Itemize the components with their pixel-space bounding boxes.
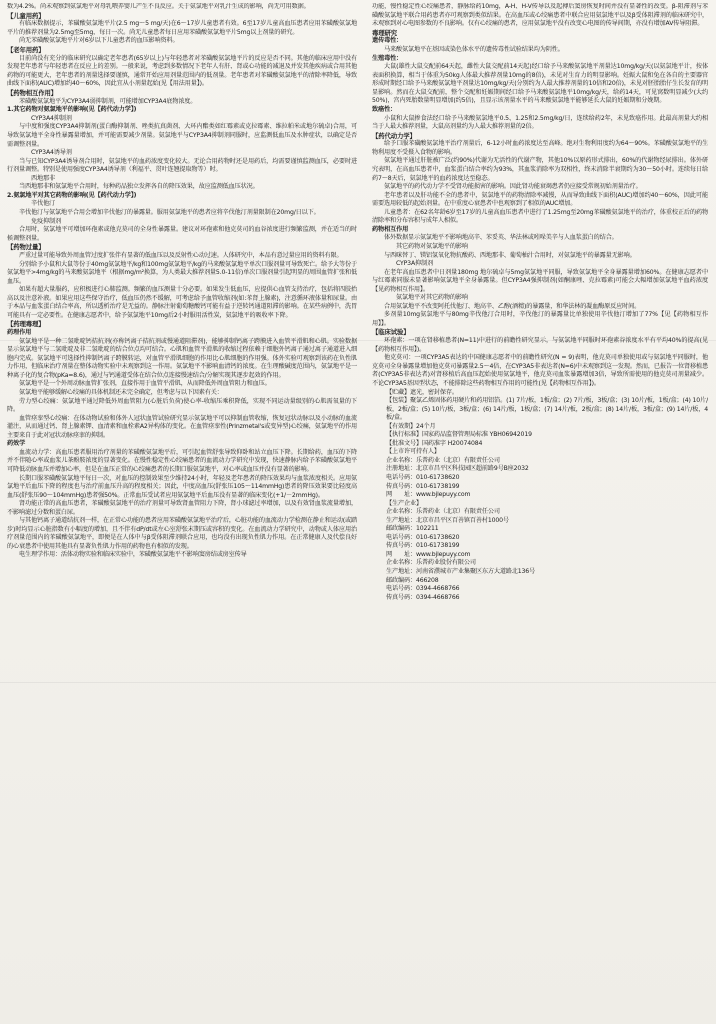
- subsection-heading: 药理作用: [7, 329, 32, 337]
- paragraph: 辛伐他汀与氨氯地平合用会增加辛伐他汀的暴露量。服用氨氯地平的患者应将辛伐他汀剂量限制在20mg/日以下。: [19, 208, 320, 216]
- paragraph: 氨氯地平能够缓解心绞痛的具体机制还未完全确定，但考虑与以下因素有关：: [19, 389, 223, 396]
- paragraph: 苯磺酸氨氯地平为CYP3A4弱抑制剂，可能增加CYP3A4底物浓度。: [19, 97, 197, 105]
- info-line: 【批准文号】国药准字 H20074084: [386, 439, 483, 447]
- sub-label: 西地那非: [31, 174, 55, 182]
- paragraph: 老年患者以及肝功能不全的患者中，氨氯地平的药物清除率减慢，从而导致曲线下面积(AUC)增加约40～60%，因此可能需要选用较低的起始剂量。在中重度心衰患者中也观察到了相似的AUC增加。: [372, 191, 708, 208]
- section-heading: 【儿童用药】: [7, 11, 45, 20]
- paragraph: 肾功能正常的高血压患者，苯磺酸氨氯地平的治疗剂量可导致肾血管阻力下降，肾小球滤过率增加，以及有效肾血浆流量增加，不影响滤过分数和蛋白尿。: [7, 500, 357, 516]
- paragraph: 长期口服苯磺酸氨氯地平每日一次，对血压的控制效果至少维持24小时，年轻及老年患者的降压效果均与血浆浓度相关。应用氨氯地平后血压下降的程度也与治疗前血压升高的程度相关；因此，中度高血压(舒张压105～114mmHg)患者的降压效果要比轻度高血压(舒张压90～104mmHg)患者强50%。正常血压受试者应用氨氯地平后血压没有显著的临床变化(+1/－2mmHg)。: [7, 474, 357, 499]
- paragraph: 尚无苯磺酸氨氯地平片对6岁以下儿童患者的血压影响资料。: [19, 37, 179, 45]
- subsection-heading: 遗传毒性：: [372, 37, 403, 45]
- paragraph: 与其他钙离子通道结抗剂一样，在正常心功能的患者应用苯磺酸氨氯地平治疗后，心脏功能的血流动力学检测在静止和运动(或踏步)时均显示心脏指数有小幅度的增加，且不伴有dP/dt或左心室舒张末期压或容积的变化。在血流动力学研究中，动物或人体应用治疗剂量范围内的苯磺酸氨氯地平，即便是在人体中与β受体阻滞剂联合应用，也均没有出现负性肌力作用。在正常健康人及代偿良好的心衰患者中使用其他具有显著负性肌力作用的药物也有相似的发现。: [7, 517, 357, 550]
- info-line: 【上市许可持有人】: [386, 448, 440, 456]
- subsection-heading: 致癌性：: [372, 105, 397, 113]
- paragraph: 劳力型心绞痛：氨氯地平通过降低外周血管阻力(心脏后负荷)使心率-收缩压乘积降低，实现不同运动量级别的心肌需氧量的下降。: [7, 397, 357, 414]
- paragraph: 环孢素：一项在肾移植患者(N=11)中进行的前瞻性研究显示，与氨氯地平同服时环孢素谷浓度水平有平均40%的提高(见【药物相互作用】)。: [372, 337, 708, 353]
- info-line: 注册地址：北京市昌平区科技园区超前路9号B座2032: [386, 465, 529, 473]
- info-line: 传真号码：010-61738199: [386, 542, 460, 550]
- section-heading: 【临床试验】: [372, 328, 410, 337]
- paragraph: 他克莫司：一项CYP3A5表达的中国健康志愿者中的前瞻性研究(N = 9)表明，他克莫司单独使用或与氨氯地平同服时，他克莫司全身暴露量增加他克莫司暴露量2.5～4倍，在CYP3A5非表达者(N=6)中未观察到这一发现。然而，已报告一位肾移植患者(CYP3A5非表达者)对肾移植后高血压起始使用氨氯地平，他克莫司血浆暴露增加3倍，导致所需使用的他克莫司剂量减少。不论CYP3A5基因型状态，不能排除这些药物相互作用的可能性(见【药物相互作用】)。: [372, 354, 708, 387]
- subsection-heading: 药物相互作用: [372, 225, 409, 233]
- sub-label: 免疫抑制剂: [31, 217, 61, 225]
- info-line: 生产地址：河南省濮城市产业集聚区东方大道路北136号: [386, 568, 536, 576]
- paragraph: 合用氨氯地平不改变阿托伐他汀、地高辛、乙醇(酒精)的暴露量，和华法林的凝血酶原反应时间。: [384, 302, 641, 310]
- info-line: 企业名称：乐普药业（北京）有限责任公司: [386, 456, 500, 464]
- paragraph: 马来酸氨氯地平在基因或染色体水平的遗传毒性试验结果均为阴性。: [384, 46, 564, 54]
- paragraph: 小鼠和大鼠掺食法经口给予马来酸氨氯地平0.5、1.25和2.5mg/kg/日，连续给药2年，未见致癌作用。此最高剂量大约相当于人最大推荐剂量，大鼠高剂量约为人最大推荐剂量的2倍。: [372, 114, 708, 131]
- paragraph: 儿童患者：在62名年龄6岁至17岁的儿童高血压患者中进行了1.25mg至20mg苯磺酸氨氯地平的治疗，体重校正后的药物清除率和分布容积与成年人相似。: [372, 208, 708, 225]
- paragraph: 如果有超大量服药，应积极进行心肺监测。频繁的血压测量十分必要。如果发生低血压，应提供心血管支持治疗，包括将四肢抬高以及注意补液。如果应用这些保守治疗，低血压仍然不缓解，可考虑给予血管收缩剂(如:苯肾上腺素)，注意循环液体量和尿量。由于本品与血浆蛋白结合率高，所以透析治疗是无益的。静脉注射葡萄糖酸钙可能有益于逆转钙通道阻滞的影响。在某些病例中，洗胃可能具有一定必要性。在健康志愿者中，给予氨氯地平10mg后2小时服用活性炭，氨氯地平的吸收率下降。: [7, 286, 357, 319]
- info-line: 电话号码：010-61738620: [386, 533, 460, 541]
- paragraph: 氨氯地平是一种二氢吡啶钙拮抗剂(亦称钙离子拮抗剂或慢通道阻滞剂)，能够抑制钙离子跨膜进入血管平滑肌和心肌。实验数据显示氨氯地平与二氢吡啶及非二氢吡啶的结合位点均可结合。心肌和血管平滑肌的收缩过程依赖于细胞外钙离子通过离子通道进入细胞内完成。氨氯地平可选择性抑制钙离子跨膜转运，对血管平滑肌细胞的作用比心肌细胞的作用强。体外实验可观察到该药在负性肌力作用，但临床治疗剂量在整体动物实验中未观察到这一作用。氨氯地平不影响血清钙的浓度。在生理酸碱度范围内，氨氯地平是一种离子化的复合物(pKa=8.6)，通过与钙通道受体在结合位点连接慢速结合/分解实现其逐步起效的作用。: [7, 337, 357, 379]
- section-heading: 【药物相互作用】: [7, 88, 57, 97]
- info-line: 邮政编码：102211: [386, 525, 439, 533]
- info-line: 生产地址：北京市昌平区百善镇百善村1000号: [386, 516, 509, 524]
- info-line: 【包装】聚氯乙烯固体药用硬片和药用铝箔。(1) 7片/板，1板/盒；(2) 7片/板，3板/盒；(3) 10片/板，1板/盒；(4) 10片/板，2板/盒；(5) 10片/板，3板/盒；(6) 14片/板，1板/盒；(7) 14片/板，2板/盒；(8) 14片/板，3板/盒；(9) 14片/板，4板/盒。: [386, 397, 708, 422]
- paragraph: 合用时，氨氯地平可增加环孢素或他克莫司的全身性暴露量。建议对环孢素和他克莫司的血谷浓度进行频繁监测，并在适当的时候调整剂量。: [7, 226, 357, 242]
- paragraph: 电生理学作用：活体动物实验和临床实验中，苯磺酸氨氯地平不影响窦房结或房室传导: [19, 551, 247, 559]
- subsection-heading: 药效学: [7, 440, 26, 448]
- paragraph: 在老年高血压患者中日剂量180mg 地尔硫卓与5mg氨氯地平同服，导致氨氯地平全身暴露量增加60%。在健康志愿者中与红霉素同服未显著影响氨氯地平全身暴露量。但CYP3A4强抑制剂(如酮康唑、克拉霉素)可能会大幅增加氨氯地平血药浓度【见药物相互作用】。: [372, 268, 708, 293]
- info-line: 企业名称：乐普药业股份有限公司: [386, 559, 476, 567]
- left-column: [7, 3, 357, 1021]
- section-heading: 【老年用药】: [7, 45, 45, 54]
- info-line: 【有效期】24个月: [386, 422, 436, 430]
- paragraph: 体外数据显示氨氯地平不影响地高辛、苯妥英、华法林或吲哚美辛与人血浆蛋白的结合。: [384, 234, 618, 242]
- info-line: 邮政编码：466208: [386, 576, 439, 584]
- info-line: 传真号码：010-61738199: [386, 482, 460, 490]
- subsection-heading: 生殖毒性：: [372, 54, 403, 62]
- paragraph: 与中度和强度CYP3A4抑制剂(蛋白酶抑制剂、唑类抗真菌剂、大环内酯类如红霉素或克拉霉素、维拉帕米或地尔硫卓)合用，可导致氨氯地平全身性暴露量增加，并可能需要减少剂量。氨氯地平与CYP3A4抑制剂同服时，应监测低血压及水肿症状，以确定是否需调整剂量。: [7, 123, 357, 148]
- section-heading: 毒理研究: [372, 28, 397, 37]
- info-line: 【贮藏】遮光，密封保存。: [386, 388, 458, 396]
- paragraph: 多剂量10mg氨氯地平与80mg辛伐他汀合用时，辛伐他汀的暴露量比单独使用辛伐他汀增加了77%【见【药物相互作用】】。: [372, 311, 708, 327]
- info-line: 传真号码：0394-4668766: [386, 593, 460, 601]
- paragraph: 给予口服苯磺酸氨氯地平治疗剂量后，6-12小时血药浓度达至高峰。绝对生物利用度约为64～90%。苯磺酸氨氯地平的生物利用度不受摄入食物的影响。: [372, 140, 708, 156]
- paragraph: 严重过量可能导致外周血管过度扩张伴有显著的低血压以及反射性心动过速。人体研究中，本品有意过量应用的资料有限。: [19, 251, 343, 259]
- paragraph: 氨氯地平的药代动力学不受肾功能损害的影响。因此肾功能衰竭患者仍应接受常规初始剂量治疗。: [384, 183, 642, 191]
- info-line: 【执行标准】国家药品监督管理局标准 YBH06942019: [386, 431, 532, 439]
- section-heading: 【药理毒理】: [7, 320, 45, 329]
- sub-label: 其它药物对氨氯地平的影响: [396, 243, 468, 250]
- info-line: 电话号码：0394-4668766: [386, 585, 460, 593]
- info-line: 网 址：www.bjlepuyy.com: [386, 550, 471, 558]
- paragraph: 当与已知CYP3A4诱导剂合用时，氨氯地平的血药浓度变化较大。无论合用药物时还是用药后，均需要谨慎监测血压，必要时进行剂量调整。特别是使用强度CYP3A4诱导剂（利福平、贯叶连翘提取物等）时。: [7, 157, 357, 174]
- subsection-heading: 1.其它药物对氨氯地平的影响(见【药代动力学】): [7, 106, 137, 114]
- paragraph: 血流动力学：高血压患者服用治疗剂量的苯磺酸氨氯地平后，可引起血管舒张导致仰卧和站立血压下降。长期给药，血压的下降并不伴随心率或血浆儿茶酚胺浓度的显著变化。在慢性稳定性心绞痛患者的血流动力学研究中发现，快速静脉内给予苯磺酸氨氯地平可降低动脉血压并增加心率，但是在血压正常的心绞痛患者的长期口服氨氯地平，对心率或血压并没有显著的影响。: [7, 448, 357, 473]
- paragraph: 数为4.2%。尚未观察到氨氯地平对母乳喂养婴儿产生不良反应。关于氨氯地平对乳汁生成的影响，尚无可用数据。: [7, 3, 310, 10]
- paragraph: 分别给予小鼠和大鼠等份于40mg氨氯地平/kg和100mg氨氯地平/kg的马来酸氨氯地平单次口服剂量可导致死亡。给予大等份于氨氯地平>4mg/kg的马来酸氨氯地平（根据mg/m²换算，为人类最大推荐剂量5.0-11倍)单次口服剂量引起明显的周围血管扩张和低血压。: [7, 260, 357, 285]
- sub-label: CYP3A4抑制剂: [31, 114, 72, 122]
- paragraph: 与西咪替丁、镁铝氢氧化物抗酸药、西地那非、葡萄柚汁合用时，对氨氯地平的暴露量无影响。: [384, 251, 636, 259]
- paragraph: 有临床数据提示，苯磺酸氨氯地平片(2.5 mg～5 mg/天)在6～17岁儿童患者有效。6至17岁儿童高血压患者应用苯磺酸氨氯地平片的推荐剂量为2.5mg至5mg，每日一次。尚无儿童患者每日应用苯磺酸氨氯地平片5mg以上剂量的研究。: [7, 20, 357, 36]
- paragraph: 氨氯地平是一个外周动脉血管扩张剂，直接作用于血管平滑肌，从而降低外周血管阻力和血压。: [19, 380, 271, 388]
- sub-label: CYP3A抑制剂: [396, 260, 433, 268]
- sub-label: CYP3A4诱导剂: [31, 149, 72, 157]
- paragraph: 氨氯地平通过肝脏被广泛(约90%)代谢为无活性的代谢产物，其他10%以原药形式排出，60%的代谢物经尿排出。体外研究表明，在高血压患者中，血浆蛋白结合率约为93%，其血浆消除率为双相性，终末消除半衰期约为30～50小时。连续每日给药7～8天后，氨氯地平的血药浓度达至稳态。: [372, 157, 708, 182]
- info-line: 网 址：www.bjlepuyy.com: [386, 491, 471, 499]
- section-heading: 【药物过量】: [7, 243, 45, 252]
- paragraph: 大鼠(雄性大鼠交配前64天起，雌性大鼠交配前14天起)经口给予马来酸氨氯地平剂量达10mg/kg/天(以氨氯地平计，按体表面积换算，相当于体重为50kg人体最大推荐剂量10mg的8倍)，未见对生育力的明显影响。妊娠大鼠和兔在各自的主要器官形成时期经口给予马来酸氨氯地平剂量达10mg/kg/天(分别约为人最大推荐剂量的10倍和20倍)，未见对胚胎胎仔生长发育的明显影响。然而在大鼠交配前，整个交配和妊娠期间经口给予马来酸氨氯地平10mg/kg/天，给药14天，可见窝数明显减少(大约50%)，宫内死胎数量明显增加(约5倍)，且显示该剂量水平的马来酸氨氯地平能够延长大鼠的妊娠期和分娩期。: [372, 63, 708, 105]
- paragraph: 血管痉挛型心绞痛：在体动物试验和体外人冠状血管试验研究显示氨氯地平可以抑制血管收缩，恢复冠状动脉以及小动脉的血流灌注，从而通过钙、肾上腺素钾、血清素和血栓素A2异构体的变化。在血管痉挛性(Prinzmetal's或变异型)心绞痛，氨氯地平的作用主要来自于此对冠状动脉痉挛的抑制。: [7, 414, 357, 439]
- paragraph: 目前尚没有充分的临床研究以确定老年患者(65岁以上)与年轻患者对苯磺酸氨氯地平片的反应是否不同。其他的临床应用中没有发现老年患者与年轻患者在反应上的差别。一般来说，考虑到多数情况下老年人有肝、肾或心功能的减退及并发其他疾病或合用其他药物的可能更大，老年患者的剂量选择要谨慎，通常开始应用剂量范围内的低剂量。老年患者对苯磺酸氨氯地平的清除率降低，导致曲线下面积(AUC)增加约40～60%，因此宜从小剂量起始(见【用法用量】)。: [7, 54, 357, 88]
- sub-label: 辛伐他汀: [31, 200, 55, 208]
- section-heading: 【药代动力学】: [372, 131, 416, 140]
- paragraph: 当西地那非和氨氯地平合用时，每种药品独立发挥各自的降压效果，故应监测低血压状况。: [19, 183, 259, 191]
- right-column: [372, 3, 708, 1021]
- info-line: 企业名称：乐普药业（北京）有限责任公司: [386, 508, 500, 516]
- info-line: 电话号码：010-61738620: [386, 474, 460, 482]
- paragraph: 功能，慢性稳定性心绞痛患者，静脉给药10mg，A-H、H-V传导以及起搏后窦房恢复时间并没有显著性的改变。β-阻滞剂与苯磺酸氨氯地平联合用药患者亦可观察到类似结果。在高血压或心绞痛患者中联合应用氨氯地平以及β受体阻滞剂的临床研究中，未观察到对心电图参数的不良影响。仅有心绞痛的患者，应用氨氯地平没有改变心电图的传导间期，亦没有增加AV传导阻滞。: [372, 3, 708, 28]
- sub-label: 氨氯地平对其它药物的影响: [396, 294, 468, 302]
- subsection-heading: 2.氨氯地平对其它药物的影响(见【药代动力学】): [7, 191, 137, 199]
- info-line: 【生产企业】: [386, 499, 422, 507]
